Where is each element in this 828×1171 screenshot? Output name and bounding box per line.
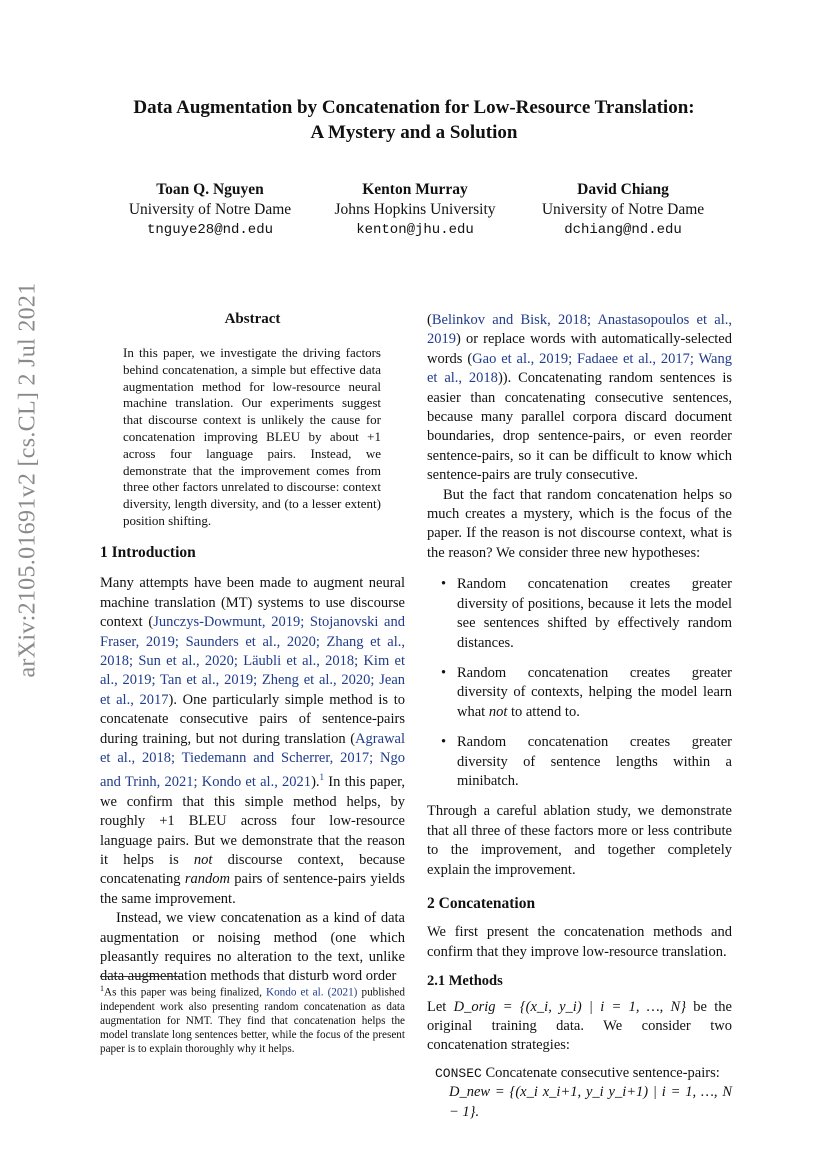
citation-link[interactable]: Gao et al., 2019; Fadaee et al., 2017; Wang et al., 2018 (427, 350, 732, 387)
author-name: Toan Q. Nguyen (156, 181, 264, 198)
footnote-rule (100, 976, 182, 977)
title-line-1: Data Augmentation by Concatenation for Low-Resource Translation: (133, 97, 695, 118)
text-run: In this paper, we confirm that this simple method helps, by roughly +1 BLEU across four low-resource language pairs. But we demonstrate that the reason it helps is (100, 774, 405, 868)
abstract-heading: Abstract (224, 311, 281, 327)
citation-link[interactable]: Junczys-Dowmunt, 2019; Stojanovski and Fraser, 2019; Saunders et al., 2020; Zhang et al., 2018; Sun et al., 2020; Läubli et al., 2018; Kim et al., 2019; Tan et al., 2019; Zheng et al., 2020; Jean et al., 2017 (100, 614, 405, 708)
author-block-2 (300, 180, 530, 240)
author-affiliation: Johns Hopkins University (334, 201, 496, 218)
arxiv-stamp (8, 100, 48, 860)
intro-paragraph-2: Instead, we view concatenation as a kind of data augmentation or noising method (one which pleasantly requires no alteration to the text, unlike data augmentation methods that disturb word order (100, 910, 405, 985)
footnote-marker[interactable]: 1 (319, 772, 325, 783)
hypothesis-list (427, 575, 732, 791)
text-run: ). (311, 774, 320, 791)
intro-paragraph-3: But the fact that random concatenation helps so much creates a mystery, which is the focus of the paper. If the reason is not discourse context, what is the reason? We consider three new hypotheses: (427, 486, 732, 561)
text-run: Concatenate consecutive sentence-pairs: (481, 1064, 720, 1081)
emphasis: random (184, 871, 230, 888)
footnote (100, 982, 405, 1056)
text-run: ). One particularly simple method is to concatenate consecutive pairs of sentence-pairs during training, but not during translation ( (100, 691, 405, 747)
math-d-new: D_new = {(x_i x_i+1, y_i y_i+1) | i = 1, …, N − 1}. (449, 1084, 732, 1120)
author-name: David Chiang (577, 181, 669, 198)
author-email: tnguye28@nd.edu (146, 222, 274, 238)
text-run: to attend to. (507, 703, 580, 720)
text-run: discourse context, because concatenating (100, 851, 405, 888)
arxiv-stamp-text: arXiv:2105.01691v2 [cs.CL] 2 Jul 2021 (14, 282, 41, 678)
author-block-3 (508, 180, 738, 240)
intro-paragraph-2-cont: (Belinkov and Bisk, 2018; Anastasopoulos et al., 2019) or replace words with automatically-selected words (Gao et al., 2019; Fadaee et al., 2017; Wang et al., 2018)). Concatenating random sentences is easier than concatenating consecutive sentences, because many parallel corpora discard document boundaries, drop sentence-pairs, or even reorder sentence-pairs, so it can be difficult to know which sentence-pairs are truly consecutive. (427, 312, 732, 484)
methods-paragraph (427, 998, 732, 1056)
citation-link[interactable]: Belinkov and Bisk, 2018; Anastasopoulos et al., 2019 (427, 312, 732, 348)
section-2-heading: 2 Concatenation (427, 894, 536, 912)
footnote-number: 1 (100, 984, 104, 993)
text-run: ) or replace words with automatically-selected words ( (427, 331, 732, 367)
text-run: As this paper was being finalized, (104, 986, 266, 999)
consec-definition (427, 1064, 732, 1083)
author-email: kenton@jhu.edu (356, 222, 474, 238)
list-item (427, 664, 732, 722)
section-1-heading: 1 Introduction (100, 544, 196, 561)
abstract-text: In this paper, we investigate the driving factors behind concatenation, a simple but effective data augmentation method for low-resource neural machine translation. Our experiments suggest that discourse context is unlikely the cause for concatenation improving BLEU by about +1 across four language pairs. Instead, we demonstrate that the improvement comes from three other factors unrelated to discourse: context diversity, length diversity, and (to a lesser extent) position shifting. (123, 345, 381, 528)
author-block-1 (95, 180, 325, 240)
text-run: )). Concatenating random sentences is easier than concatenating consecutive sentences, because many parallel corpora discard document boundaries, drop sentence-pairs, or even reorder sentence-pairs, so it can be difficult to know which sentence-pairs are truly consecutive. (427, 370, 732, 484)
concat-paragraph-1: We first present the concatenation methods and confirm that they improve low-resource translation. (427, 924, 732, 960)
text-run: Random concatenation creates greater diversity of contexts, helping the model learn what (457, 664, 732, 720)
consec-label: CONSEC (435, 1065, 482, 1081)
text-run: Let (427, 998, 454, 1015)
author-name: Kenton Murray (362, 181, 468, 198)
list-item: • Random concatenation creates greater diversity of positions, because it lets the model see sentences shifted by effectively random distances. (427, 575, 732, 653)
math-d-orig: D_orig = {(x_i, y_i) | i = 1, …, N} (453, 998, 687, 1015)
emphasis: not (193, 851, 213, 868)
author-affiliation: University of Notre Dame (128, 201, 292, 218)
left-column (100, 543, 405, 987)
text-run: be the original training data. We consider two concatenation strategies: (427, 998, 732, 1054)
list-item: • Random concatenation creates greater diversity of sentence lengths within a minibatch. (427, 733, 732, 791)
text-run: Many attempts have been made to augment neural machine translation (MT) systems to use discourse context ( (100, 575, 405, 631)
citation-link[interactable]: Agrawal et al., 2018; Tiedemann and Scherrer, 2017; Ngo and Trinh, 2021; Kondo et al., 2021 (100, 730, 405, 791)
text-run: published independent work also presenting random concatenation as data augmentation for NMT. They find that concatenation helps the model translate long sentences better, while the focus of the present paper is to explain thoroughly why it helps. (100, 986, 405, 1055)
right-column (427, 311, 732, 1122)
citation-link[interactable]: Kondo et al. (2021) (266, 986, 358, 999)
emphasis: not (488, 703, 508, 720)
subsection-2-1-heading: 2.1 Methods (427, 973, 503, 990)
text-run: pairs of sentence-pairs yields the same improvement. (100, 871, 405, 907)
author-affiliation: University of Notre Dame (541, 201, 705, 218)
paper-title (0, 95, 828, 145)
author-email: dchiang@nd.edu (564, 222, 682, 238)
intro-paragraph-4: Through a careful ablation study, we demonstrate that all three of these factors more or less contribute to the improvement, and together completely explain the improvement. (427, 803, 732, 878)
intro-paragraph-1 (100, 574, 405, 909)
title-line-2: A Mystery and a Solution (310, 122, 518, 143)
